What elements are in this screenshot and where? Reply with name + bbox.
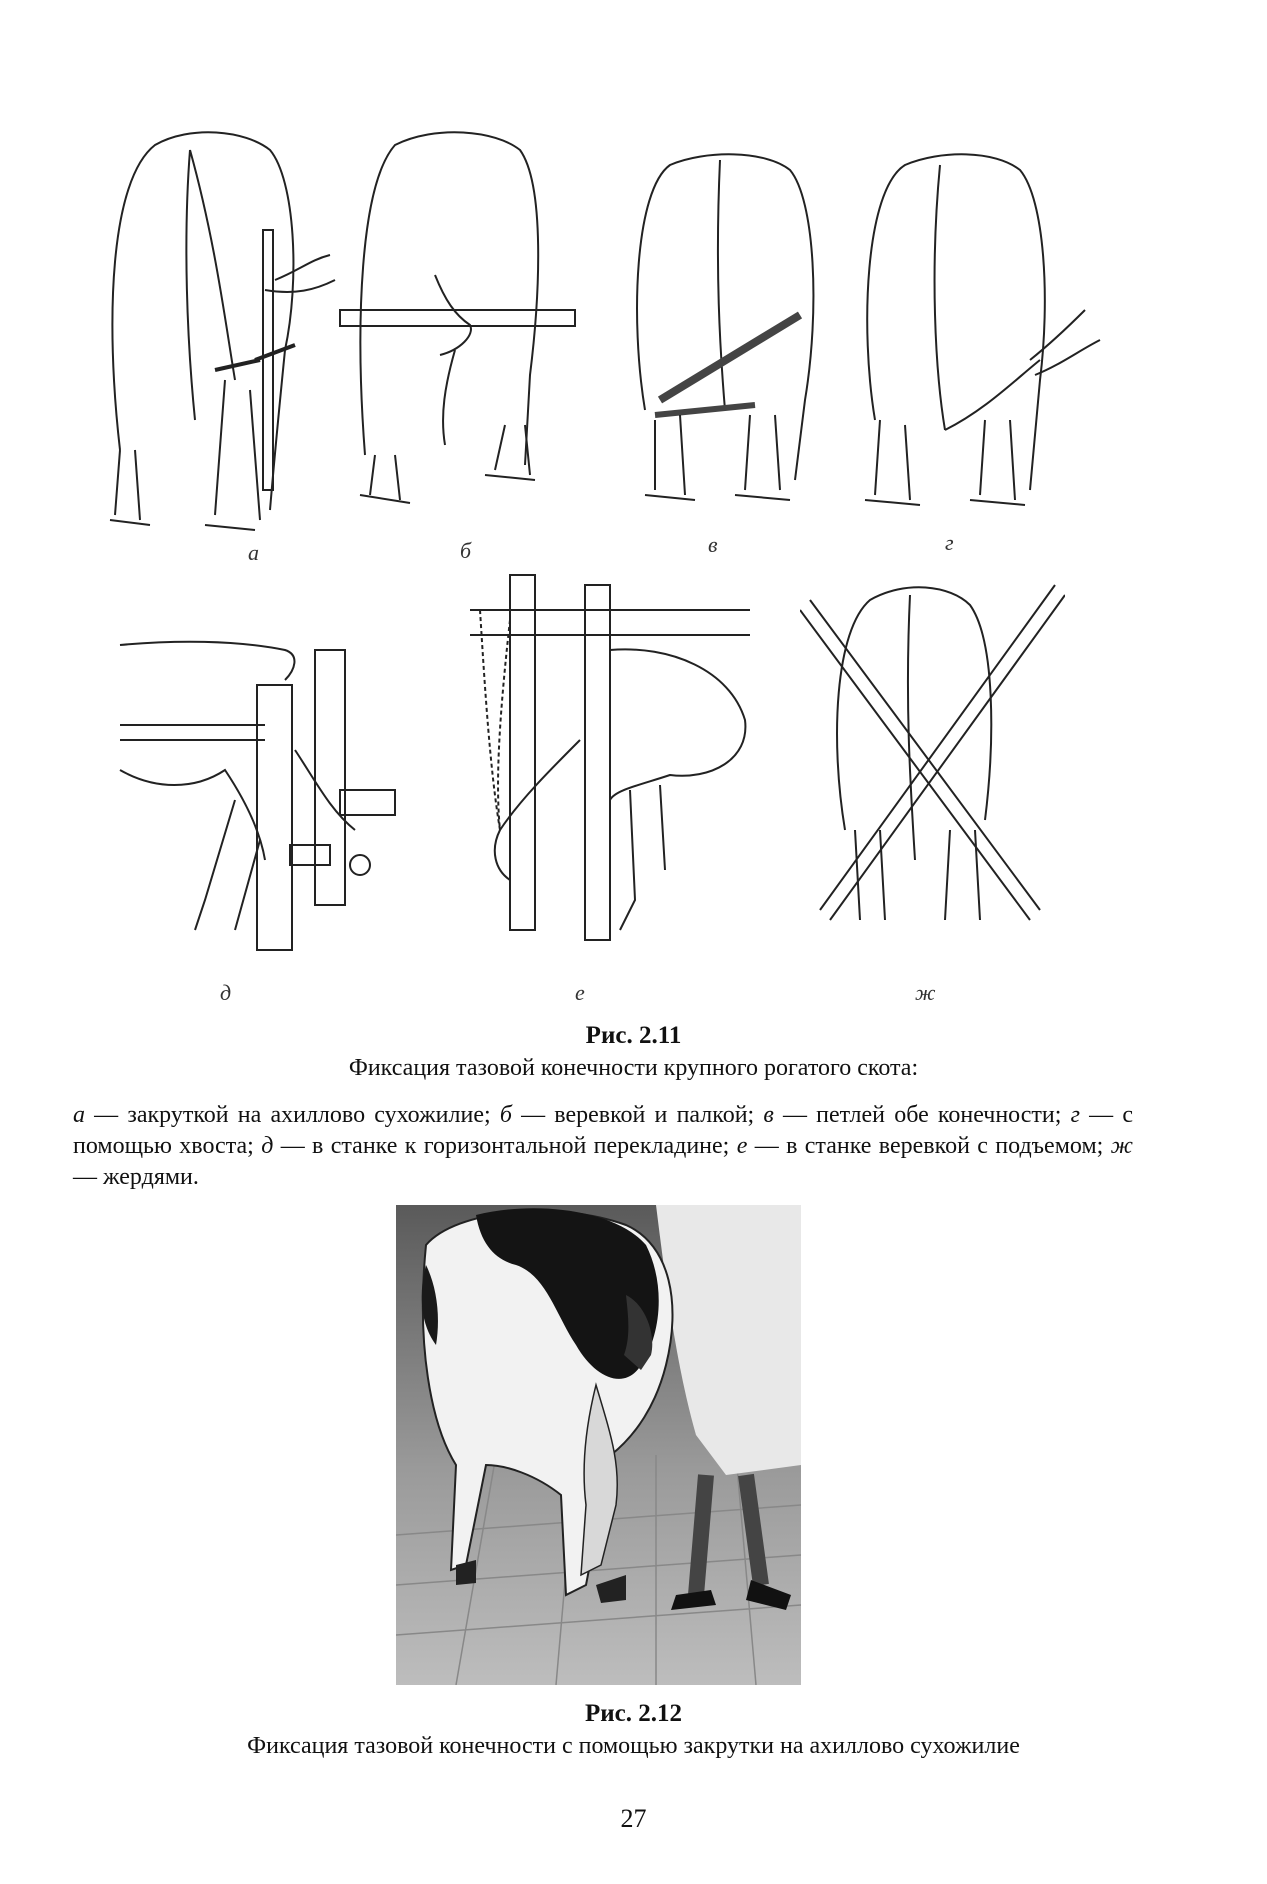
panel-label-zh: ж (915, 980, 936, 1005)
legend-text-d: — в станке к горизонтальной перекладине; (273, 1133, 737, 1159)
legend-key-g: г (1070, 1102, 1080, 1128)
legend-text-e: — в станке веревкой с подъемом; (747, 1133, 1111, 1159)
legend-key-zh: ж (1110, 1133, 1133, 1159)
legend-text-zh: — жердями. (73, 1164, 199, 1190)
figure-2-11-caption: Фиксация тазовой конечности крупного рогатого скота: (348, 1055, 919, 1081)
legend-key-a: а (73, 1102, 85, 1128)
legend-key-d: д (261, 1133, 274, 1159)
figure-2-11-panel-zh (800, 580, 1065, 930)
figure-2-11-panel-g (855, 150, 1115, 520)
figure-2-11-panel-e (470, 570, 770, 950)
figure-2-11-panel-d (115, 640, 405, 960)
figure-2-11-panel-b (335, 125, 580, 515)
figure-2-12-caption: Фиксация тазовой конечности с помощью закрутки на ахиллово сухожилие (247, 1733, 1020, 1759)
figure-2-11-legend (73, 1100, 1133, 1193)
figure-2-11-panel-v (625, 150, 825, 520)
legend-text-g: — с помощью хвоста; (73, 1102, 1133, 1159)
figure-2-12-photo (396, 1205, 801, 1685)
figure-2-11-title: Рис. 2.11 (585, 1022, 682, 1049)
legend-key-v: в (763, 1102, 774, 1128)
legend-text-v: — петлей обе конечности; (773, 1102, 1071, 1128)
page-number: 27 (620, 1804, 647, 1833)
legend-key-b: б (499, 1102, 512, 1128)
panel-label-b: б (460, 538, 472, 563)
panel-label-e: е (575, 980, 585, 1005)
panel-label-v: в (708, 532, 718, 557)
legend-key-e: е (736, 1133, 748, 1159)
legend-text-a: — закруткой на ахиллово сухожилие; (85, 1102, 500, 1128)
panel-label-g: г (945, 530, 954, 555)
figure-2-11-panel-a (95, 120, 340, 540)
figure-2-12-title: Рис. 2.12 (584, 1700, 683, 1727)
panel-label-a: а (248, 540, 259, 565)
panel-label-d: д (220, 980, 232, 1005)
legend-text-b: — веревкой и палкой; (511, 1102, 764, 1128)
